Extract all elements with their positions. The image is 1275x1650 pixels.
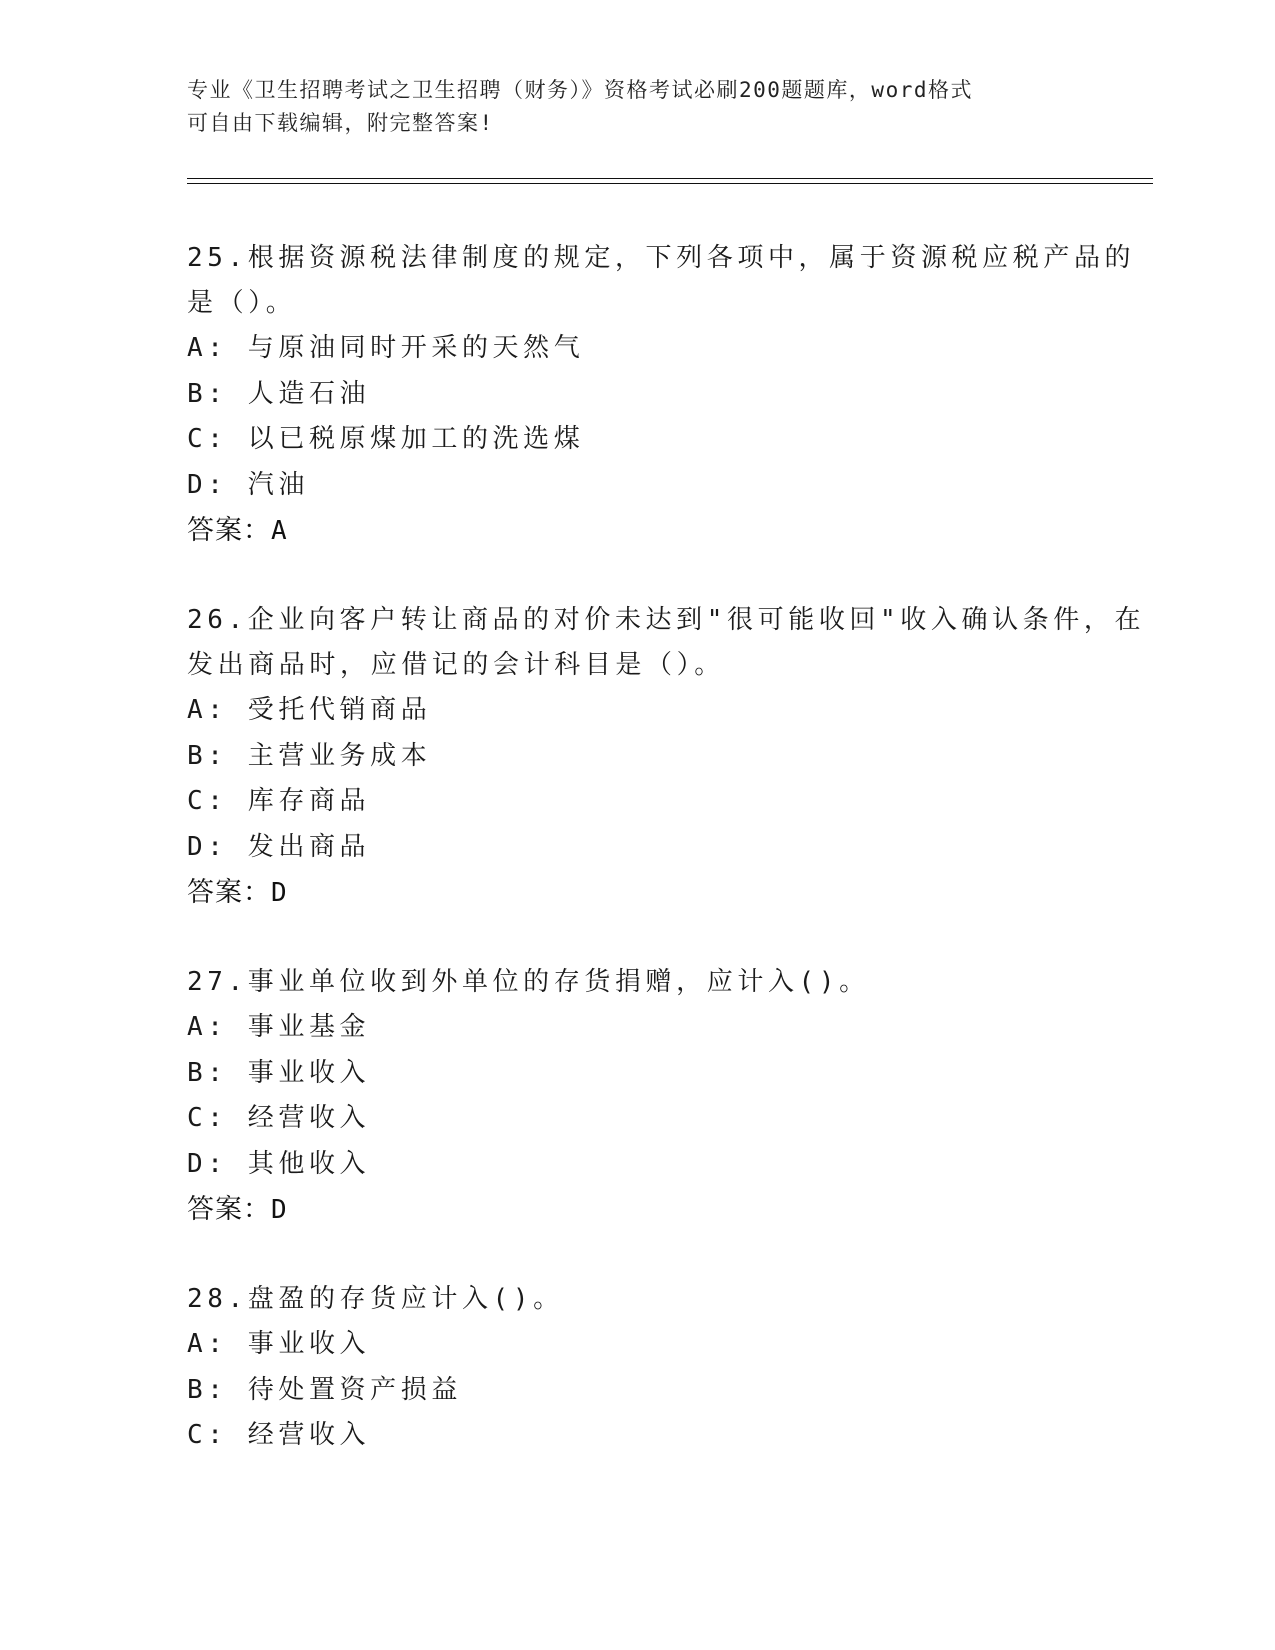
answer-label: 答案： — [187, 515, 271, 546]
option-a: A: 与原油同时开采的天然气 — [187, 333, 585, 363]
option-d: D: 汽油 — [187, 469, 309, 500]
header-rule-bottom — [187, 183, 1153, 184]
answer — [187, 1187, 1087, 1233]
answer-value: D — [271, 878, 288, 908]
question-text: 27.事业单位收到外单位的存货捐赠，应计入()。 — [187, 967, 870, 997]
option-a: A: 事业收入 — [187, 1329, 371, 1359]
document-header — [187, 74, 1067, 140]
header-line-2: 可自由下载编辑，附完整答案! — [187, 111, 494, 135]
option-c: C: 以已税原煤加工的洗选煤 — [187, 424, 585, 454]
option-b: B: 事业收入 — [187, 1057, 371, 1088]
option-b: B: 主营业务成本 — [187, 740, 432, 771]
header-rule-top — [187, 178, 1153, 179]
question-text: 26.企业向客户转让商品的对价未达到"很可能收回"收入确认条件，在 — [187, 605, 1146, 635]
question-26 — [187, 598, 1146, 916]
question-text: 28.盘盈的存货应计入()。 — [187, 1284, 564, 1314]
answer-label: 答案： — [187, 1194, 271, 1225]
question-spacer — [187, 554, 1087, 598]
question-spacer — [187, 1233, 1087, 1277]
question-text: 25.根据资源税法律制度的规定，下列各项中，属于资源税应税产品的 — [187, 243, 1136, 273]
question-text-continued: 是（）。 — [187, 288, 297, 318]
option-b: B: 待处置资产损益 — [187, 1374, 462, 1405]
question-27 — [187, 960, 1087, 1233]
option-c: C: 库存商品 — [187, 786, 371, 816]
answer-value: A — [271, 516, 288, 546]
option-c: C: 经营收入 — [187, 1103, 371, 1133]
question-spacer — [187, 916, 1087, 960]
option-a: A: 事业基金 — [187, 1012, 371, 1042]
question-28 — [187, 1277, 1087, 1459]
answer — [187, 870, 1087, 916]
question-text-continued: 发出商品时，应借记的会计科目是（）。 — [187, 650, 725, 680]
option-d: D: 其他收入 — [187, 1148, 371, 1179]
option-b: B: 人造石油 — [187, 378, 371, 409]
question-25 — [187, 236, 1136, 554]
answer-label: 答案： — [187, 877, 271, 908]
option-d: D: 发出商品 — [187, 831, 371, 862]
answer-value: D — [271, 1195, 288, 1225]
question-list — [187, 236, 1146, 1459]
option-c: C: 经营收入 — [187, 1420, 371, 1450]
answer — [187, 508, 1087, 554]
header-line-1: 专业《卫生招聘考试之卫生招聘（财务）》资格考试必刷200题题库，word格式 — [187, 78, 973, 102]
option-a: A: 受托代销商品 — [187, 695, 432, 725]
